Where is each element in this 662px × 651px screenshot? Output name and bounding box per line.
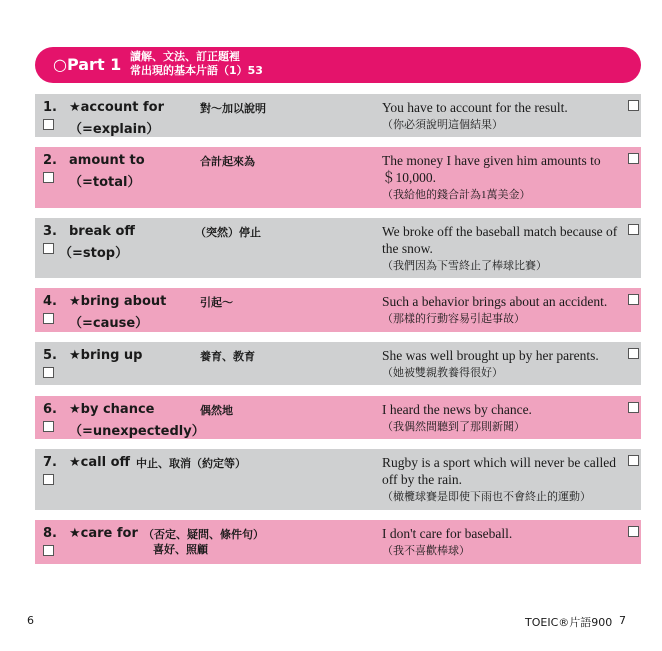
part-label: ○Part 1 xyxy=(53,55,122,74)
entry-number: 2. xyxy=(43,153,57,168)
book-title: TOEIC®片語900 xyxy=(525,616,613,629)
review-checkbox[interactable] xyxy=(628,455,639,466)
example-sentence xyxy=(382,99,630,133)
entry-phrase: ★account for xyxy=(69,100,165,115)
entry-phrase: ★bring up xyxy=(69,348,143,363)
phrase-entry-8 xyxy=(35,520,641,564)
entry-meaning: 中止、取消（約定等） xyxy=(136,457,246,470)
example-translation: （你必須說明這個結果） xyxy=(382,119,503,131)
study-checkbox[interactable] xyxy=(43,243,54,254)
entry-meaning: 偶然地 xyxy=(200,404,233,417)
example-translation: （我偶然間聽到了那則新聞） xyxy=(382,421,525,433)
example-translation: （那樣的行動容易引起事故） xyxy=(382,313,525,325)
phrase-entry-7 xyxy=(35,449,641,510)
example-translation: （橄欖球賽是即使下雨也不會終止的運動） xyxy=(382,491,591,503)
entry-synonym: （=unexpectedly） xyxy=(69,424,205,439)
review-checkbox[interactable] xyxy=(628,100,639,111)
phrase-entry-6 xyxy=(35,396,641,439)
left-page-number: 6 xyxy=(27,614,34,627)
entry-number: 5. xyxy=(43,348,57,363)
entry-meaning: 對～加以說明 xyxy=(200,102,266,115)
study-checkbox[interactable] xyxy=(43,119,54,130)
example-english: Rugby is a sport which will never be called off by the rain. xyxy=(382,455,616,487)
entry-phrase: amount to xyxy=(69,153,145,168)
phrase-entry-1 xyxy=(35,94,641,137)
study-checkbox[interactable] xyxy=(43,421,54,432)
entry-number: 1. xyxy=(43,100,57,115)
example-english: We broke off the baseball match because of the snow. xyxy=(382,224,618,256)
review-checkbox[interactable] xyxy=(628,294,639,305)
study-checkbox[interactable] xyxy=(43,474,54,485)
example-sentence xyxy=(382,347,630,381)
entry-number: 7. xyxy=(43,455,57,470)
phrase-entry-2 xyxy=(35,147,641,208)
entry-phrase: ★care for xyxy=(69,526,138,541)
example-translation: （她被雙親教養得很好） xyxy=(382,367,503,379)
entry-phrase: ★call off xyxy=(69,455,131,470)
example-english: The money I have given him amounts to ＄10,000. xyxy=(382,153,601,185)
entry-phrase: ★by chance xyxy=(69,402,155,417)
entry-number: 4. xyxy=(43,294,57,309)
entry-meaning: （突然）停止 xyxy=(195,226,261,239)
entry-synonym: （=stop） xyxy=(59,246,129,261)
entry-meaning: 合計起來為 xyxy=(200,155,255,168)
phrase-entry-4 xyxy=(35,288,641,332)
entry-synonym: （=explain） xyxy=(69,122,160,137)
entry-synonym: （=cause） xyxy=(69,316,149,331)
example-translation: （我們因為下雪終止了棒球比賽） xyxy=(382,260,547,272)
study-checkbox[interactable] xyxy=(43,313,54,324)
study-checkbox[interactable] xyxy=(43,367,54,378)
review-checkbox[interactable] xyxy=(628,153,639,164)
entry-meaning-line-2: 喜好、照顧 xyxy=(153,543,208,556)
example-sentence xyxy=(382,454,630,505)
entry-number: 8. xyxy=(43,526,57,541)
example-sentence xyxy=(382,293,630,327)
right-page-number: 7 xyxy=(619,614,626,627)
entry-number: 3. xyxy=(43,224,57,239)
study-checkbox[interactable] xyxy=(43,172,54,183)
example-english: You have to account for the result. xyxy=(382,100,568,115)
entry-phrase: break off xyxy=(69,224,135,239)
entry-meaning: 養育、教育 xyxy=(200,350,255,363)
review-checkbox[interactable] xyxy=(628,526,639,537)
review-checkbox[interactable] xyxy=(628,402,639,413)
entry-phrase: ★bring about xyxy=(69,294,167,309)
phrase-entry-3 xyxy=(35,218,641,278)
phrase-entry-5 xyxy=(35,342,641,385)
entry-synonym: （=total） xyxy=(69,175,141,190)
part-header xyxy=(35,47,641,83)
example-translation: （我給他的錢合計為1萬美金） xyxy=(382,189,531,201)
study-checkbox[interactable] xyxy=(43,545,54,556)
part-description-line-1: 讀解、文法、訂正題裡 xyxy=(130,50,240,63)
example-sentence xyxy=(382,223,630,274)
review-checkbox[interactable] xyxy=(628,224,639,235)
part-description xyxy=(130,50,263,78)
example-english: Such a behavior brings about an accident. xyxy=(382,294,608,309)
entry-meaning xyxy=(143,527,264,557)
entry-number: 6. xyxy=(43,402,57,417)
example-english: I don't care for baseball. xyxy=(382,526,513,541)
entry-meaning: 引起～ xyxy=(200,296,233,309)
example-sentence xyxy=(382,152,630,203)
example-english: She was well brought up by her parents. xyxy=(382,348,599,363)
example-english: I heard the news by chance. xyxy=(382,402,532,417)
example-sentence xyxy=(382,401,630,435)
example-sentence xyxy=(382,525,630,559)
entry-meaning-line-1: （否定、疑問、條件句） xyxy=(143,528,264,541)
example-translation: （我不喜歡棒球） xyxy=(382,545,470,557)
review-checkbox[interactable] xyxy=(628,348,639,359)
part-description-line-2: 常出現的基本片語（1）53 xyxy=(130,64,263,77)
